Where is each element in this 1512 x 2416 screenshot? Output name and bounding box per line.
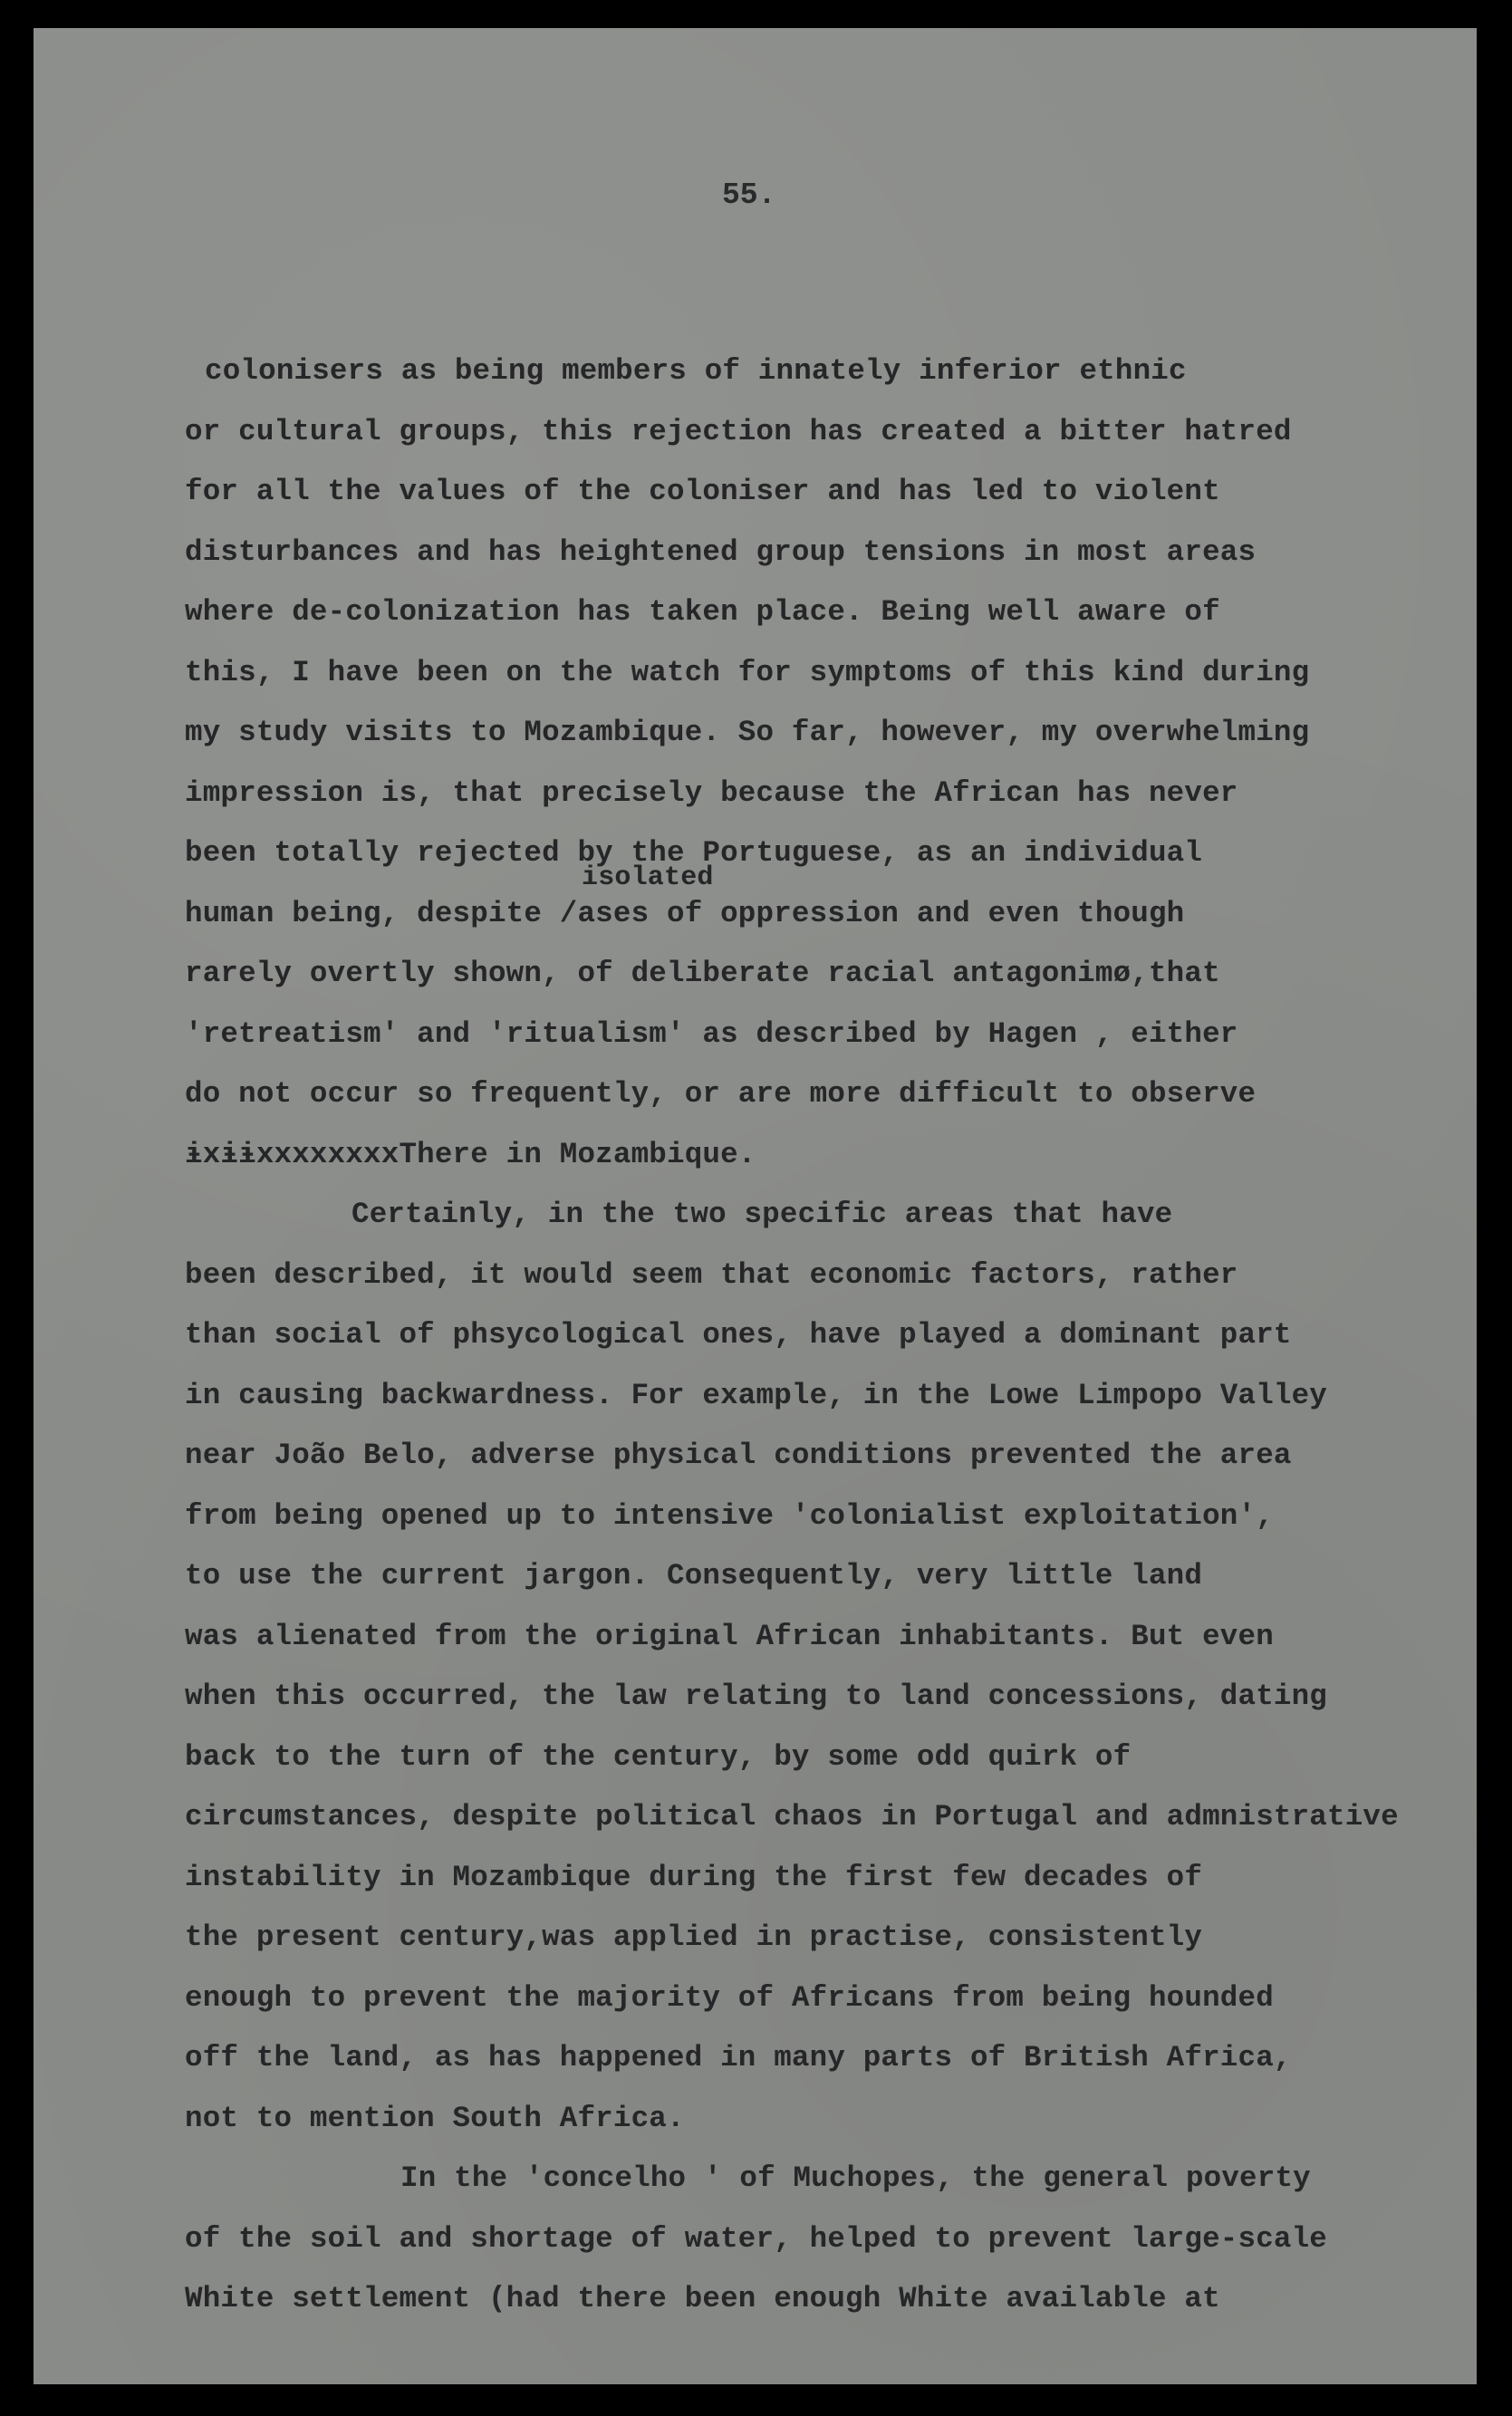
text-line: been totally rejected by the Portuguese, as an individual [185, 836, 1203, 870]
text-line: off the land, as has happened in many parts of British Africa, [185, 2041, 1292, 2074]
text-line: than social of phsycological ones, have played a dominant part [185, 1318, 1292, 1352]
text-line: circumstances, despite political chaos in Portugal and admnistrative [185, 1800, 1399, 1834]
text-line: disturbances and has heightened group tensions in most areas [185, 534, 1257, 569]
text-line: for all the values of the coloniser and has led to violent [185, 475, 1220, 508]
text-line: to use the current jargon. Consequently, very little land [185, 1559, 1203, 1593]
text-line: this, I have been on the watch for symptoms of this kind during [185, 655, 1310, 689]
text-line: back to the turn of the century, by some odd quirk of [185, 1739, 1132, 1774]
text-line: near João Belo, adverse physical conditions prevented the area [185, 1439, 1292, 1472]
text-line: enough to prevent the majority of Africans from being hounded [185, 1980, 1274, 2015]
text-line: or cultural groups, this rejection has created a bitter hatred [185, 414, 1292, 448]
text-line: colonisers as being members of innately inferior ethnic [205, 354, 1187, 388]
text-line: my study visits to Mozambique. So far, however, my overwhelming [185, 716, 1310, 749]
text-line: Certainly, in the two specific areas that have [352, 1198, 1173, 1231]
text-line: not to mention South Africa. [185, 2101, 685, 2135]
text-line: human being, despite /ases of oppression and even though [185, 896, 1185, 930]
text-line: In the 'concelho ' of Muchopes, the general poverty [400, 2161, 1311, 2195]
text-line: ɨxɨɨxxxxxxxxThere in Mozambique. [185, 1137, 756, 1171]
text-line: impression is, that precisely because the African has never [185, 775, 1238, 810]
text-line: in causing backwardness. For example, in the Lowe Limpopo Valley [185, 1378, 1328, 1412]
handwritten-insertion: isolated [582, 862, 714, 893]
text-line: was alienated from the original African inhabitants. But even [185, 1619, 1274, 1653]
text-line: the present century,was applied in practise, consistently [185, 1920, 1203, 1954]
text-line: when this occurred, the law relating to land concessions, dating [185, 1680, 1328, 1713]
text-line: from being opened up to intensive 'colonialist exploitation', [185, 1498, 1274, 1533]
text-line: where de-colonization has taken place. Being well aware of [185, 595, 1220, 629]
text-line: been described, it would seem that economic factors, rather [185, 1257, 1238, 1292]
text-line: instability in Mozambique during the first few decades of [185, 1860, 1203, 1894]
page-number: 55. [722, 178, 776, 212]
text-line: 'retreatism' and 'ritualism' as described by Hagen , either [185, 1016, 1238, 1051]
typewritten-page [34, 28, 1477, 2384]
text-line: White settlement (had there been enough White available at [185, 2282, 1220, 2315]
text-line: rarely overtly shown, of deliberate racial antagonimø,that [185, 957, 1220, 990]
text-line: do not occur so frequently, or are more difficult to observe [185, 1077, 1257, 1111]
text-line: of the soil and shortage of water, helped to prevent large-scale [185, 2221, 1328, 2256]
